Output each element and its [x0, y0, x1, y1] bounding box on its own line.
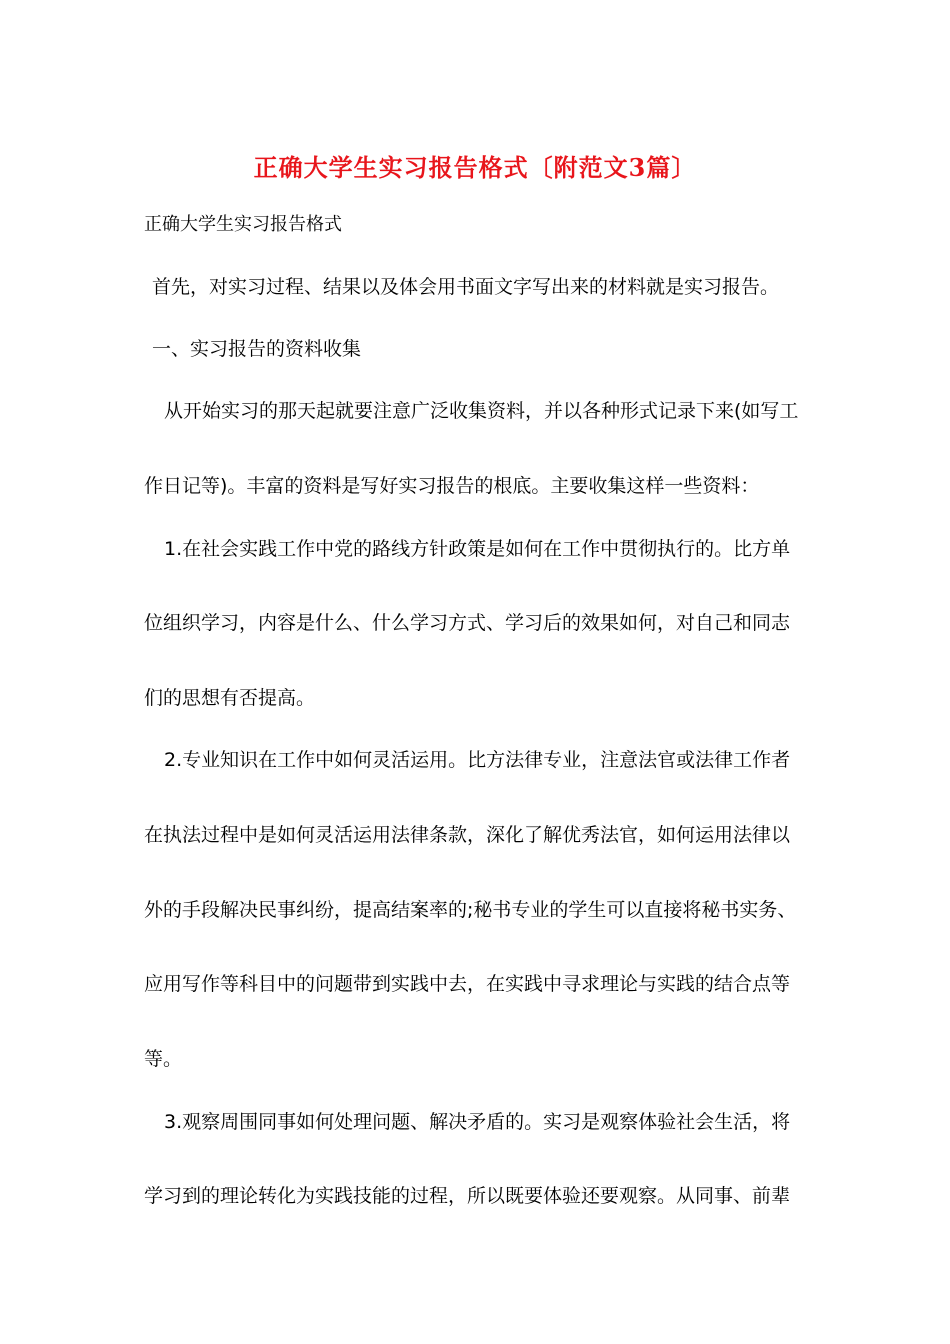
list-item-line: 位组织学习，内容是什么、什么学习方式、学习后的效果如何，对自己和同志	[144, 612, 791, 634]
paragraph-line: 作日记等)。丰富的资料是写好实习报告的根底。主要收集这样一些资料：	[144, 475, 760, 497]
list-item-line: 应用写作等科目中的问题带到实践中去，在实践中寻求理论与实践的结合点等	[144, 973, 791, 995]
document-subtitle: 正确大学生实习报告格式	[144, 214, 342, 235]
paragraph-line: 首先，对实习过程、结果以及体会用书面文字写出来的材料就是实习报告。	[152, 276, 780, 298]
section-heading: 一、实习报告的资料收集	[152, 338, 362, 360]
list-item-line: 2.专业知识在工作中如何灵活运用。比方法律专业，注意法官或法律工作者	[164, 749, 791, 771]
list-item-line: 在执法过程中是如何灵活运用法律条款，深化了解优秀法官，如何运用法律以	[144, 824, 791, 846]
list-item-line: 3.观察周围同事如何处理问题、解决矛盾的。实习是观察体验社会生活，将	[164, 1111, 791, 1133]
paragraph-line: 从开始实习的那天起就要注意广泛收集资料，并以各种形式记录下来(如写工	[164, 400, 799, 422]
list-item-line: 外的手段解决民事纠纷，提高结案率的;秘书专业的学生可以直接将秘书实务、	[144, 899, 797, 921]
document-title: 正确大学生实习报告格式〔附范文3篇〕	[253, 153, 697, 182]
list-item-line: 学习到的理论转化为实践技能的过程，所以既要体验还要观察。从同事、前辈	[144, 1185, 791, 1207]
list-item-line: 1.在社会实践工作中党的路线方针政策是如何在工作中贯彻执行的。比方单	[164, 538, 791, 560]
list-item-line: 等。	[144, 1048, 183, 1070]
list-item-line: 们的思想有否提高。	[144, 687, 316, 709]
